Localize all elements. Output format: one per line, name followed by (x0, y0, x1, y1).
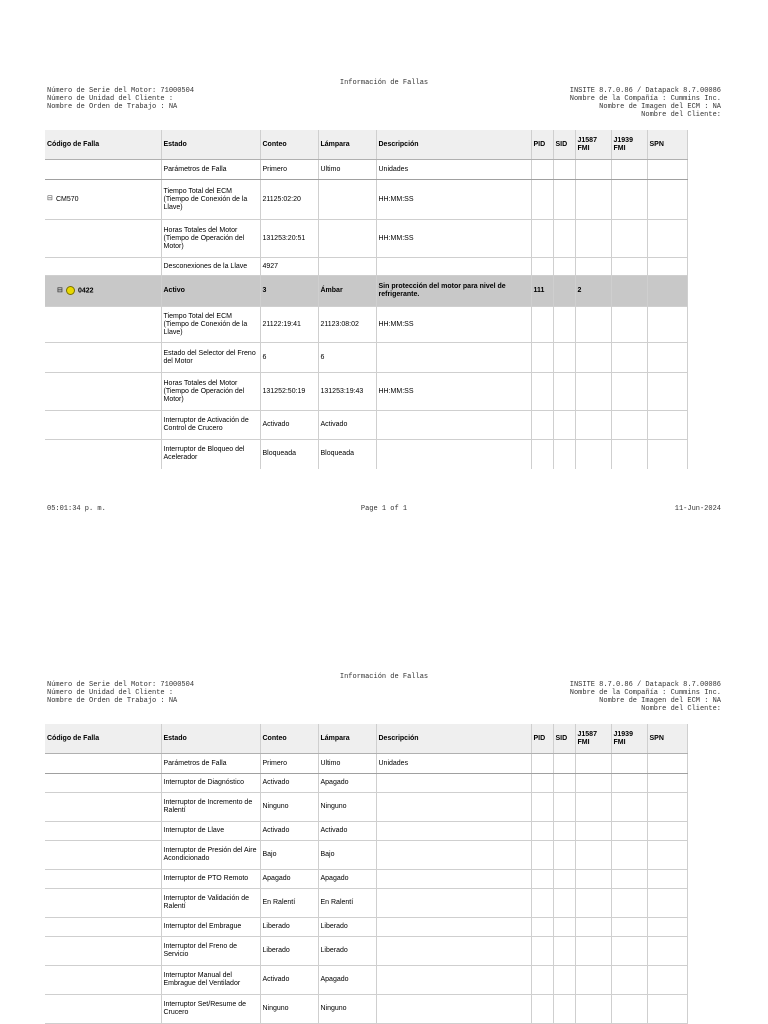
j1587-cell: 2 (575, 276, 611, 307)
table-row (45, 180, 687, 220)
table-row (45, 220, 687, 258)
table-row (45, 307, 687, 343)
fault-table (45, 130, 688, 469)
table-row (45, 889, 687, 918)
first-cell: Ninguno (260, 793, 318, 822)
table-header (45, 130, 687, 160)
first-cell: Bloqueada (260, 440, 318, 469)
first-cell: 6 (260, 343, 318, 373)
last-cell: Activado (318, 822, 376, 841)
table-row (45, 966, 687, 995)
work-order: Nombre de Orden de Trabajo : NA (47, 697, 178, 705)
first-cell: Ninguno (260, 995, 318, 1024)
header-left-block (47, 681, 194, 705)
count-cell: 4927 (260, 258, 318, 276)
params-last: Ultimo (318, 160, 376, 180)
collapse-icon[interactable]: ⊟ (57, 286, 63, 294)
table-row (45, 258, 687, 276)
report-title: Información de Fallas (339, 79, 429, 87)
units-cell: HH:MM:SS (376, 307, 531, 343)
desc-cell: Sin protección del motor para nivel de refrigerante. (376, 276, 531, 307)
sid-cell (553, 276, 575, 307)
col-header: Descripción (376, 724, 531, 754)
pid-cell: 111 (531, 276, 553, 307)
report-page-2 (0, 594, 768, 1024)
table-row (45, 440, 687, 469)
active-fault-row[interactable] (45, 276, 687, 307)
desc-cell (376, 258, 531, 276)
last-cell: 6 (318, 343, 376, 373)
ecm-image-name: Nombre de Imagen del ECM : NA (599, 697, 721, 705)
last-cell: En Ralentí (318, 889, 376, 918)
col-header: J1939 FMI (611, 724, 647, 754)
j1939-cell (611, 276, 647, 307)
collapse-icon[interactable]: ⊟ (47, 194, 53, 202)
lamp-cell: Ámbar (318, 276, 376, 307)
status-cell: Interruptor de PTO Remoto (161, 870, 260, 889)
first-cell: Bajo (260, 841, 318, 870)
units-cell: HH:MM:SS (376, 373, 531, 411)
col-header: Estado (161, 724, 260, 754)
units-cell (376, 343, 531, 373)
col-header: SID (553, 724, 575, 754)
table-row (45, 774, 687, 793)
count-cell: 3 (260, 276, 318, 307)
last-cell: 21123:08:02 (318, 307, 376, 343)
col-header: Código de Falla (45, 130, 161, 160)
footer-date: 11-Jun-2024 (674, 505, 721, 513)
status-cell: Interruptor de Incremento de Ralentí (161, 793, 260, 822)
last-cell: Ninguno (318, 995, 376, 1024)
table-row (45, 793, 687, 822)
fault-code-cell[interactable] (45, 276, 161, 307)
fault-code: CM570 (56, 195, 79, 203)
first-cell: Activado (260, 966, 318, 995)
first-cell: Apagado (260, 870, 318, 889)
first-cell: Liberado (260, 937, 318, 966)
first-cell: Activado (260, 774, 318, 793)
params-first: Primero (260, 754, 318, 774)
col-header: J1587 FMI (575, 724, 611, 754)
params-last: Ultimo (318, 754, 376, 774)
customer-name: Nombre del Cliente: (641, 705, 721, 713)
header-left-block (47, 87, 194, 111)
first-cell: Activado (260, 822, 318, 841)
last-cell: Bajo (318, 841, 376, 870)
table-header (45, 724, 687, 754)
params-label: Parámetros de Falla (161, 160, 260, 180)
company-name: Nombre de la Compañía : Cummins Inc. (569, 95, 721, 103)
col-header: J1587 FMI (575, 130, 611, 160)
status-cell: Interruptor Set/Resume de Crucero (161, 995, 260, 1024)
col-header: J1939 FMI (611, 130, 647, 160)
lamp-cell (318, 180, 376, 220)
footer-page: Page 1 of 1 (360, 505, 408, 513)
status-cell: Estado del Selector del Freno del Motor (161, 343, 260, 373)
first-cell: Liberado (260, 918, 318, 937)
report-title: Información de Fallas (339, 673, 429, 681)
units-cell (376, 440, 531, 469)
col-header: Lámpara (318, 724, 376, 754)
work-order: Nombre de Orden de Trabajo : NA (47, 103, 178, 111)
engine-serial: Número de Serie del Motor: 71000504 (47, 87, 195, 95)
table-row (45, 870, 687, 889)
status-cell: Interruptor del Embrague (161, 918, 260, 937)
col-header: PID (531, 130, 553, 160)
engine-serial: Número de Serie del Motor: 71000504 (47, 681, 195, 689)
fault-code-cell[interactable] (45, 180, 161, 220)
status-cell: Interruptor de Llave (161, 822, 260, 841)
first-cell: 131252:50:19 (260, 373, 318, 411)
status-cell: Horas Totales del Motor (Tiempo de Operación del Motor) (161, 373, 260, 411)
insite-version: INSITE 8.7.0.86 / Datapack 8.7.00086 (569, 681, 721, 689)
status-cell: Horas Totales del Motor (Tiempo de Operación del Motor) (161, 220, 260, 258)
last-cell: Bloqueada (318, 440, 376, 469)
table-row (45, 995, 687, 1024)
first-cell: 21122:19:41 (260, 307, 318, 343)
status-cell: Tiempo Total del ECM (Tiempo de Conexión de la Llave) (161, 180, 260, 220)
last-cell: Liberado (318, 937, 376, 966)
count-cell: 131253:20:51 (260, 220, 318, 258)
table-row (45, 822, 687, 841)
desc-cell: HH:MM:SS (376, 180, 531, 220)
table-row (45, 343, 687, 373)
amber-lamp-icon (66, 286, 75, 295)
last-cell: Ninguno (318, 793, 376, 822)
last-cell: 131253:19:43 (318, 373, 376, 411)
status-cell: Interruptor del Freno de Servicio (161, 937, 260, 966)
fault-table (45, 724, 688, 1024)
params-first: Primero (260, 160, 318, 180)
customer-name: Nombre del Cliente: (641, 111, 721, 119)
first-cell: En Ralentí (260, 889, 318, 918)
col-header: PID (531, 724, 553, 754)
col-header: SPN (647, 130, 687, 160)
footer-time: 05:01:34 p. m. (47, 505, 106, 513)
params-header-row (45, 160, 687, 180)
customer-unit: Número de Unidad del Cliente : (47, 689, 174, 697)
fault-code: 0422 (78, 287, 94, 295)
status-cell: Tiempo Total del ECM (Tiempo de Conexión de la Llave) (161, 307, 260, 343)
units-cell (376, 411, 531, 440)
first-cell: Activado (260, 411, 318, 440)
status-cell: Interruptor Manual del Embrague del Ventilador (161, 966, 260, 995)
status-cell: Interruptor de Validación de Ralentí (161, 889, 260, 918)
header-right-block (570, 87, 721, 119)
col-header: SPN (647, 724, 687, 754)
col-header: SID (553, 130, 575, 160)
table-row (45, 918, 687, 937)
col-header: Estado (161, 130, 260, 160)
params-units: Unidades (376, 160, 531, 180)
last-cell: Apagado (318, 870, 376, 889)
col-header: Descripción (376, 130, 531, 160)
last-cell: Liberado (318, 918, 376, 937)
insite-version: INSITE 8.7.0.86 / Datapack 8.7.00086 (569, 87, 721, 95)
customer-unit: Número de Unidad del Cliente : (47, 95, 174, 103)
ecm-image-name: Nombre de Imagen del ECM : NA (599, 103, 721, 111)
company-name: Nombre de la Compañía : Cummins Inc. (569, 689, 721, 697)
status-cell: Interruptor de Activación de Control de Crucero (161, 411, 260, 440)
params-units: Unidades (376, 754, 531, 774)
last-cell: Activado (318, 411, 376, 440)
status-cell: Desconexiones de la Llave (161, 258, 260, 276)
table-row (45, 373, 687, 411)
params-label: Parámetros de Falla (161, 754, 260, 774)
status-cell: Interruptor de Bloqueo del Acelerador (161, 440, 260, 469)
table-row (45, 937, 687, 966)
spn-cell (647, 276, 687, 307)
table-row (45, 841, 687, 870)
col-header: Conteo (260, 724, 318, 754)
last-cell: Apagado (318, 774, 376, 793)
header-right-block (570, 681, 721, 713)
col-header: Código de Falla (45, 724, 161, 754)
params-header-row (45, 754, 687, 774)
status-cell: Activo (161, 276, 260, 307)
col-header: Conteo (260, 130, 318, 160)
table-row (45, 411, 687, 440)
col-header: Lámpara (318, 130, 376, 160)
count-cell: 21125:02:20 (260, 180, 318, 220)
lamp-cell (318, 258, 376, 276)
lamp-cell (318, 220, 376, 258)
desc-cell: HH:MM:SS (376, 220, 531, 258)
status-cell: Interruptor de Presión del Aire Acondicionado (161, 841, 260, 870)
last-cell: Apagado (318, 966, 376, 995)
status-cell: Interruptor de Diagnóstico (161, 774, 260, 793)
